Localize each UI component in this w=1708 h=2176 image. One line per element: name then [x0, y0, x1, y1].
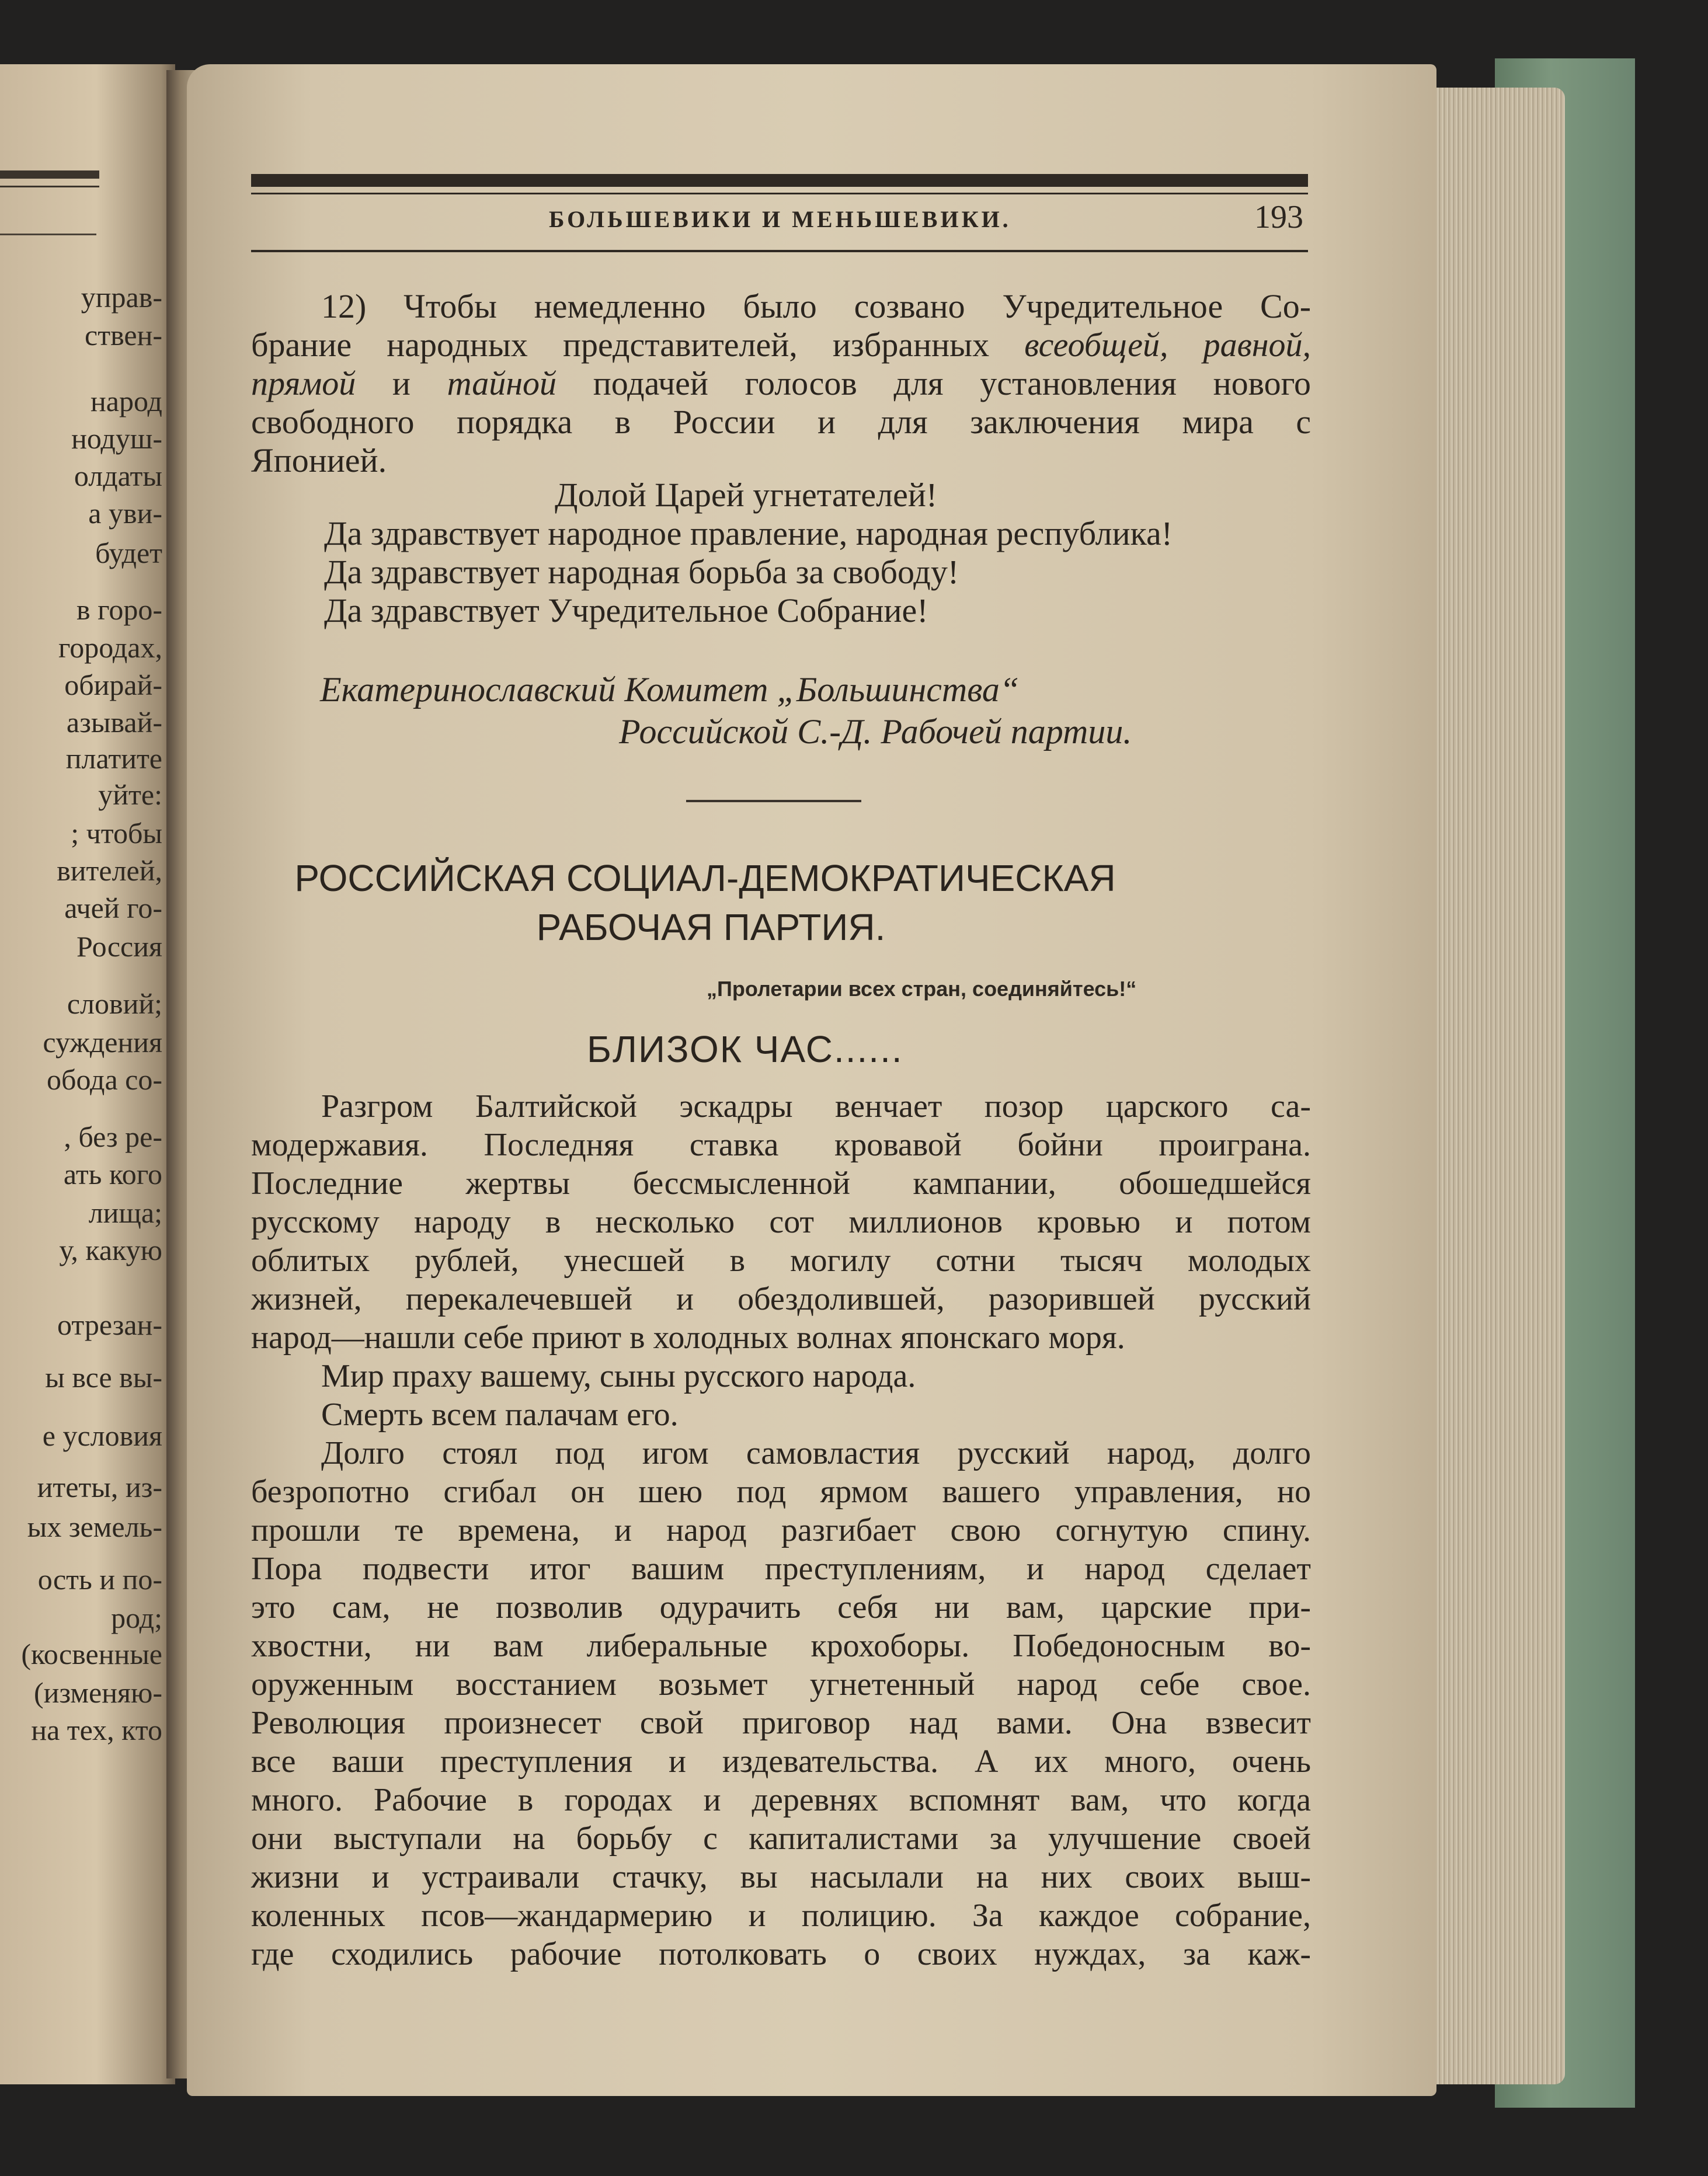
slogan: Долой Царей угнетателей! — [555, 476, 938, 514]
org-title — [251, 854, 1311, 952]
article-heading: БЛИЗОК ЧАС...... — [587, 1028, 903, 1070]
left-page-line: ать кого — [63, 1158, 162, 1190]
left-page-line: платите — [65, 742, 162, 775]
text-line: Пора подвести итог вашим преступлениям, и народ сделает — [251, 1551, 1311, 1587]
text-line: Мир праху вашему, сыны русского народа. — [321, 1358, 916, 1394]
left-page-line: уйте: — [98, 778, 162, 811]
left-page-line: ачей го- — [64, 892, 162, 924]
text-line: где сходились рабочие потолковать о своих нуждах, за каж- — [251, 1936, 1311, 1972]
text-line: Революция произнесет свой приговор над вами. Она взвесит — [251, 1705, 1311, 1741]
left-page-line: (косвенные — [21, 1638, 162, 1670]
left-page-line: городах, — [58, 631, 162, 664]
text-line: они выступали на борьбу с капиталистами за улучшение своей — [251, 1820, 1311, 1857]
left-page-text — [0, 64, 162, 2084]
text-line: свободного порядка в России и для заключения мира с — [251, 403, 1312, 441]
left-page-line: народ — [91, 385, 162, 417]
left-page-line: а уви- — [88, 497, 162, 530]
running-head: БОЛЬШЕВИКИ И МЕНЬШЕВИКИ. — [549, 206, 1011, 232]
section-separator — [686, 800, 861, 802]
org-title-line: РАБОЧАЯ ПАРТИЯ. — [536, 906, 886, 948]
text-line: прошли те времена, и народ разгибает свою согнутую спину. — [251, 1512, 1311, 1548]
text-line: Разгром Балтийской эскадры венчает позор царского са- — [321, 1088, 1311, 1124]
left-page-line: обирай- — [64, 669, 162, 701]
text-line: облитых рублей, унесшей в могилу сотни тысяч молодых — [251, 1242, 1311, 1279]
text-line: Смерть всем палачам его. — [321, 1397, 679, 1433]
text-line: народ—нашли себе приют в холодных волнах японскаго моря. — [251, 1319, 1125, 1356]
left-page-line: олдаты — [74, 459, 162, 492]
signature-line: Российской С.-Д. Рабочей партии. — [619, 712, 1132, 751]
left-page-line: е условия — [42, 1419, 162, 1452]
text-line: все ваши преступления и издевательства. А их много, очень — [251, 1743, 1311, 1780]
left-page-line: , без ре- — [64, 1120, 162, 1153]
left-page-line: ость и по- — [37, 1563, 162, 1596]
slogan: Да здравствует Учредительное Собрание! — [324, 591, 928, 629]
text-line: Последние жертвы бессмысленной кампании, обошедшейся — [251, 1165, 1311, 1202]
header-rule — [251, 174, 1308, 187]
left-page-line: суждения — [43, 1026, 162, 1059]
text-line: прямой и тайной подачей голосов для установления нового — [251, 364, 1311, 402]
text-line: брание народных представителей, избранных всеобщей, равной, — [251, 326, 1312, 364]
text-line: жизней, перекалечевшей и обездолившей, разорившей русский — [251, 1281, 1311, 1317]
slogans — [324, 476, 1317, 630]
signature-line: Екатеринославский Комитет „Большинства“ — [320, 670, 1020, 709]
left-page-line: Россия — [76, 930, 162, 963]
left-page-line: на тех, кто — [31, 1714, 162, 1746]
text-line: Японией. — [251, 441, 387, 479]
text-line: много. Рабочие в городах и деревнях вспомнят вам, что когда — [251, 1782, 1311, 1818]
paragraph-demands — [251, 287, 1311, 480]
left-page-line: ых земель- — [27, 1510, 162, 1543]
page-number: 193 — [1254, 199, 1303, 235]
left-page-line: в горо- — [76, 593, 162, 626]
header-rule — [251, 193, 1308, 194]
slogan: Да здравствует народная борьба за свободу! — [324, 553, 959, 591]
left-page-line: (изменяю- — [33, 1676, 162, 1709]
left-page-line: род; — [111, 1601, 162, 1634]
text-line: русскому народу в несколько сот миллионов кровью и потом — [251, 1204, 1311, 1240]
text-line: безропотно сгибал он шею под ярмом вашего управления, но — [251, 1474, 1311, 1510]
motto: „Пролетарии всех стран, соединяйтесь!“ — [707, 977, 1137, 1001]
org-title-line: РОССИЙСКАЯ СОЦИАЛ-ДЕМОКРАТИЧЕСКАЯ — [294, 857, 1116, 899]
text-line: коленных псов—жандармерию и полицию. За каждое собрание, — [251, 1898, 1311, 1934]
text-line: модержавия. Последняя ставка кровавой бойни проиграна. — [251, 1127, 1311, 1163]
text-line: это сам, не позволив одурачить себя ни вам, царские при- — [251, 1589, 1311, 1625]
left-page-line: ствен- — [85, 319, 162, 351]
left-page-line: итеты, из- — [37, 1471, 162, 1503]
left-page-line: ы все вы- — [45, 1361, 162, 1394]
left-page-line: будет — [95, 537, 162, 569]
slogan: Да здравствует народное правление, народная республика! — [324, 514, 1173, 552]
left-page-line: у, какую — [59, 1234, 162, 1266]
text-line: жизни и устраивали стачку, вы насылали на них своих выш- — [251, 1859, 1311, 1895]
left-page-line: лища; — [88, 1196, 162, 1229]
left-page-line: ; чтобы — [71, 817, 162, 849]
text-line: хвостни, ни вам либеральные крохоборы. Победоносным во- — [251, 1628, 1311, 1664]
text-line: оруженным восстанием возьмет угнетенный народ себе свое. — [251, 1666, 1311, 1702]
left-page — [0, 64, 175, 2084]
header-rule — [251, 250, 1308, 252]
left-page-line: азывай- — [66, 706, 162, 739]
text-line: 12) Чтобы немедленно было созвано Учредительное Со- — [321, 287, 1312, 325]
left-page-line: вителей, — [57, 854, 162, 887]
left-page-line: отрезан- — [57, 1308, 162, 1341]
signature — [320, 669, 1132, 753]
left-page-line: словий; — [67, 987, 162, 1020]
left-page-line: управ- — [81, 281, 162, 314]
left-page-line: обода со- — [47, 1063, 162, 1096]
article-body — [251, 1087, 1311, 1973]
text-line: Долго стоял под игом самовластия русский народ, долго — [321, 1435, 1311, 1471]
left-page-line: нодуш- — [71, 422, 162, 455]
